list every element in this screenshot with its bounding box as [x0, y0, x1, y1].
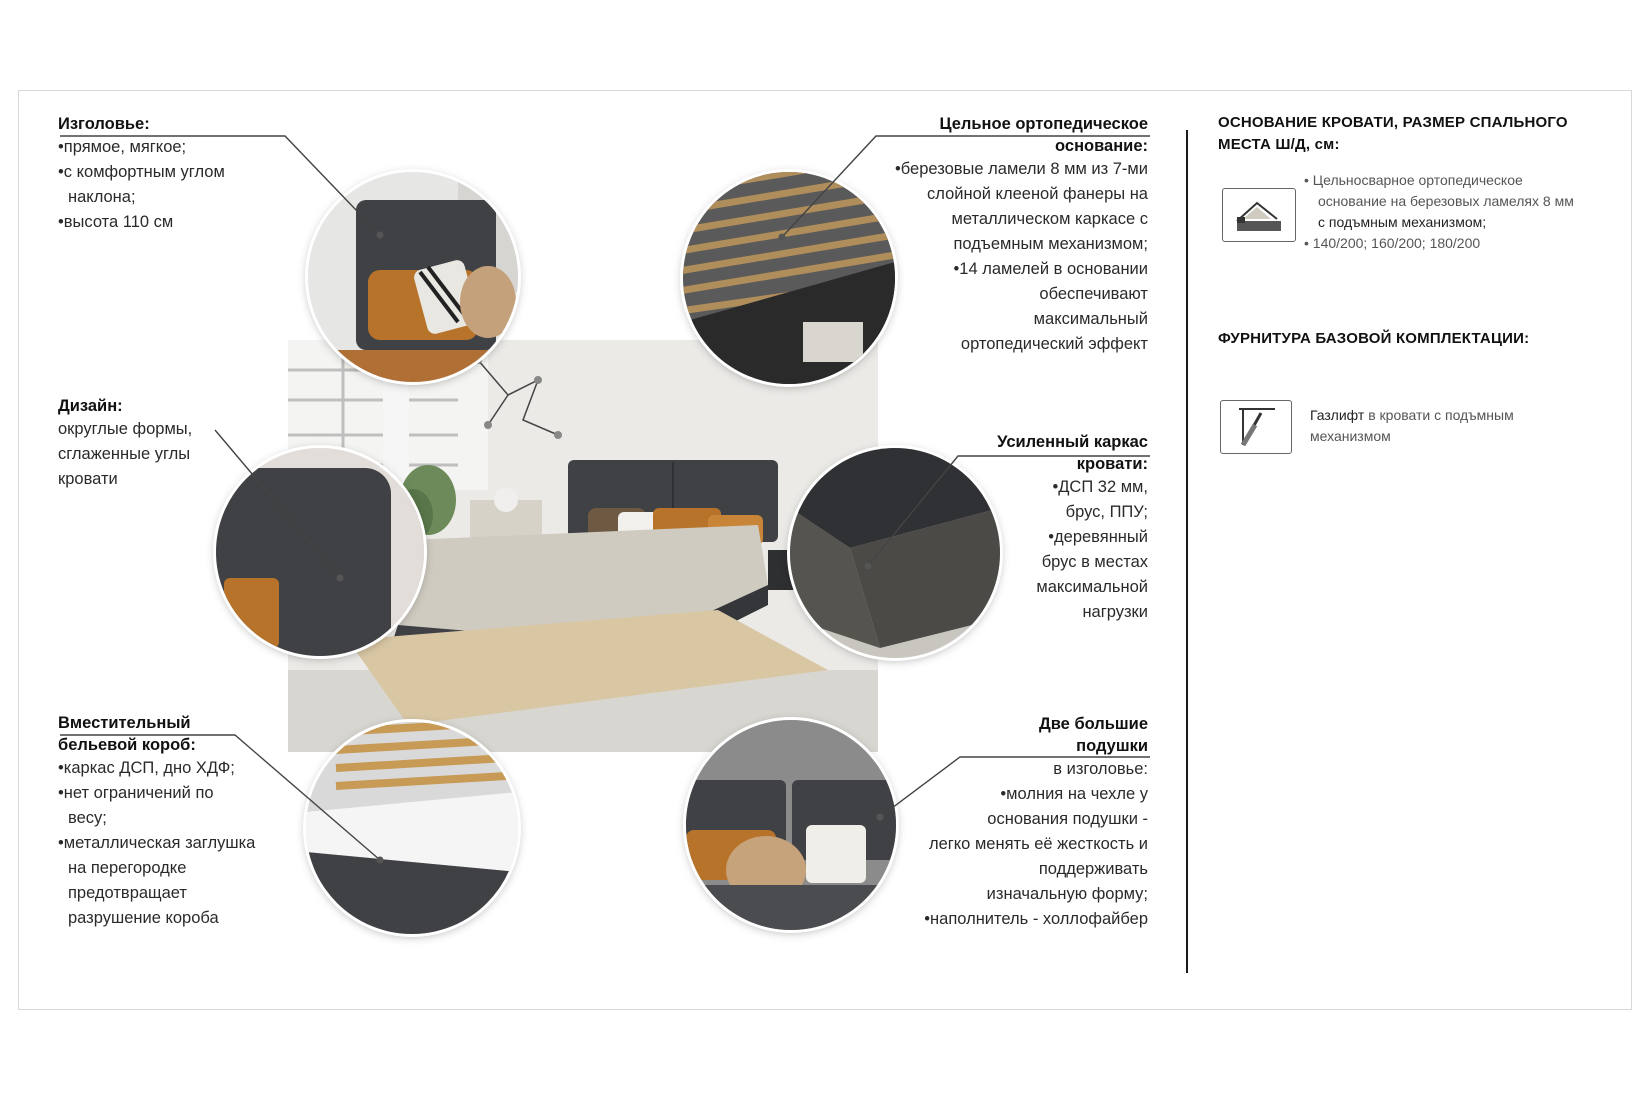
storage-item: •каркас ДСП, дно ХДФ; [58, 759, 235, 777]
base-line: подъемным механизмом; [953, 235, 1148, 253]
sidebar-heading-line: ФУРНИТУРА БАЗОВОЙ КОМПЛЕКТАЦИИ: [1218, 330, 1530, 347]
bed-with-lift-icon [1222, 188, 1296, 242]
frame-line: •деревянный [1048, 528, 1148, 546]
design-title: Дизайн: [58, 397, 123, 415]
base-detail-line: основание на березовых ламелях 8 мм [1318, 193, 1574, 209]
sidebar-heading-line: ОСНОВАНИЕ КРОВАТИ, РАЗМЕР СПАЛЬНОГО [1218, 114, 1568, 131]
sidebar-heading-line: МЕСТА Ш/Д, см: [1218, 136, 1340, 153]
frame-line: нагрузки [1082, 603, 1148, 621]
headboard-item: •с комфортным углом [58, 163, 225, 181]
lift-mechanism-text: с подъмным механизмом; [1318, 214, 1487, 230]
pillows-title: подушки [1076, 737, 1148, 755]
gaslift-line: механизмом [1310, 428, 1391, 444]
pillows-line: в изголовье: [1053, 760, 1148, 778]
base-detail-line [1304, 212, 1624, 233]
gaslift-description [1310, 405, 1630, 447]
headboard-block [58, 113, 318, 235]
frame-line: брус в местах [1041, 553, 1148, 571]
sidebar-heading-hardware [1218, 328, 1628, 350]
gas-lift-icon [1220, 400, 1292, 454]
base-line: ортопедический эффект [960, 335, 1148, 353]
storage-item: предотвращает [68, 884, 187, 902]
base-line: металлическом каркасе с [951, 210, 1148, 228]
base-line: обеспечивают [1039, 285, 1148, 303]
sizes-line: • 140/200; 160/200; 180/200 [1304, 235, 1481, 251]
frame-block [940, 431, 1148, 625]
pillows-line: поддерживать [1038, 860, 1148, 878]
pillows-line: •наполнитель - холлофайбер [924, 910, 1148, 928]
headboard-item: наклона; [68, 188, 136, 206]
pillows-line: •молния на чехле у [1000, 785, 1148, 803]
headboard-closeup-photo [308, 172, 518, 382]
storage-item: разрушение короба [68, 909, 219, 927]
storage-box-photo [306, 722, 518, 934]
gaslift-rest: в кровати с подъмным [1364, 407, 1514, 423]
pillows-closeup-photo [686, 720, 896, 930]
storage-item: на перегородке [68, 859, 187, 877]
section-divider [1186, 130, 1188, 973]
pillows-title: Две большие [1039, 715, 1148, 733]
frame-title: кровати: [1076, 455, 1148, 473]
frame-line: •ДСП 32 мм, [1052, 478, 1148, 496]
frame-line: брус, ППУ; [1065, 503, 1148, 521]
design-line: округлые формы, [58, 420, 193, 438]
design-line: кровати [58, 470, 118, 488]
storage-title: Вместительный [58, 714, 191, 732]
gaslift-bold: Газлифт [1310, 407, 1365, 423]
base-line: •березовые ламели 8 мм из 7-ми [895, 160, 1148, 178]
pillows-line: изначальную форму; [986, 885, 1148, 903]
base-line: •14 ламелей в основании [953, 260, 1148, 278]
pillows-line: основания подушки - [987, 810, 1148, 828]
sidebar-heading-base [1218, 112, 1628, 156]
base-line: слойной клееной фанеры на [927, 185, 1148, 203]
storage-item: •металлическая заглушка [58, 834, 256, 852]
frame-line: максимальной [1036, 578, 1148, 596]
design-block [58, 395, 288, 492]
design-line: сглаженные углы [58, 445, 191, 463]
base-title: Цельное ортопедическое [939, 115, 1148, 133]
storage-block [58, 712, 318, 931]
pillows-line: легко менять её жесткость и [928, 835, 1148, 853]
pillows-block [870, 713, 1148, 932]
base-detail-line: • Цельносварное ортопедическое [1304, 172, 1523, 188]
headboard-item: •прямое, мягкое; [58, 138, 187, 156]
frame-title: Усиленный каркас [997, 433, 1148, 451]
sidebar-base-details [1304, 170, 1624, 254]
base-line: максимальный [1033, 310, 1148, 328]
base-title: основание: [1055, 137, 1148, 155]
base-block [840, 113, 1148, 357]
headboard-item: •высота 110 см [58, 213, 174, 231]
storage-item: •нет ограничений по [58, 784, 214, 802]
storage-title: бельевой короб: [58, 736, 196, 754]
storage-item: весу; [68, 809, 107, 827]
gaslift-line [1310, 405, 1630, 426]
headboard-title: Изголовье: [58, 115, 150, 133]
